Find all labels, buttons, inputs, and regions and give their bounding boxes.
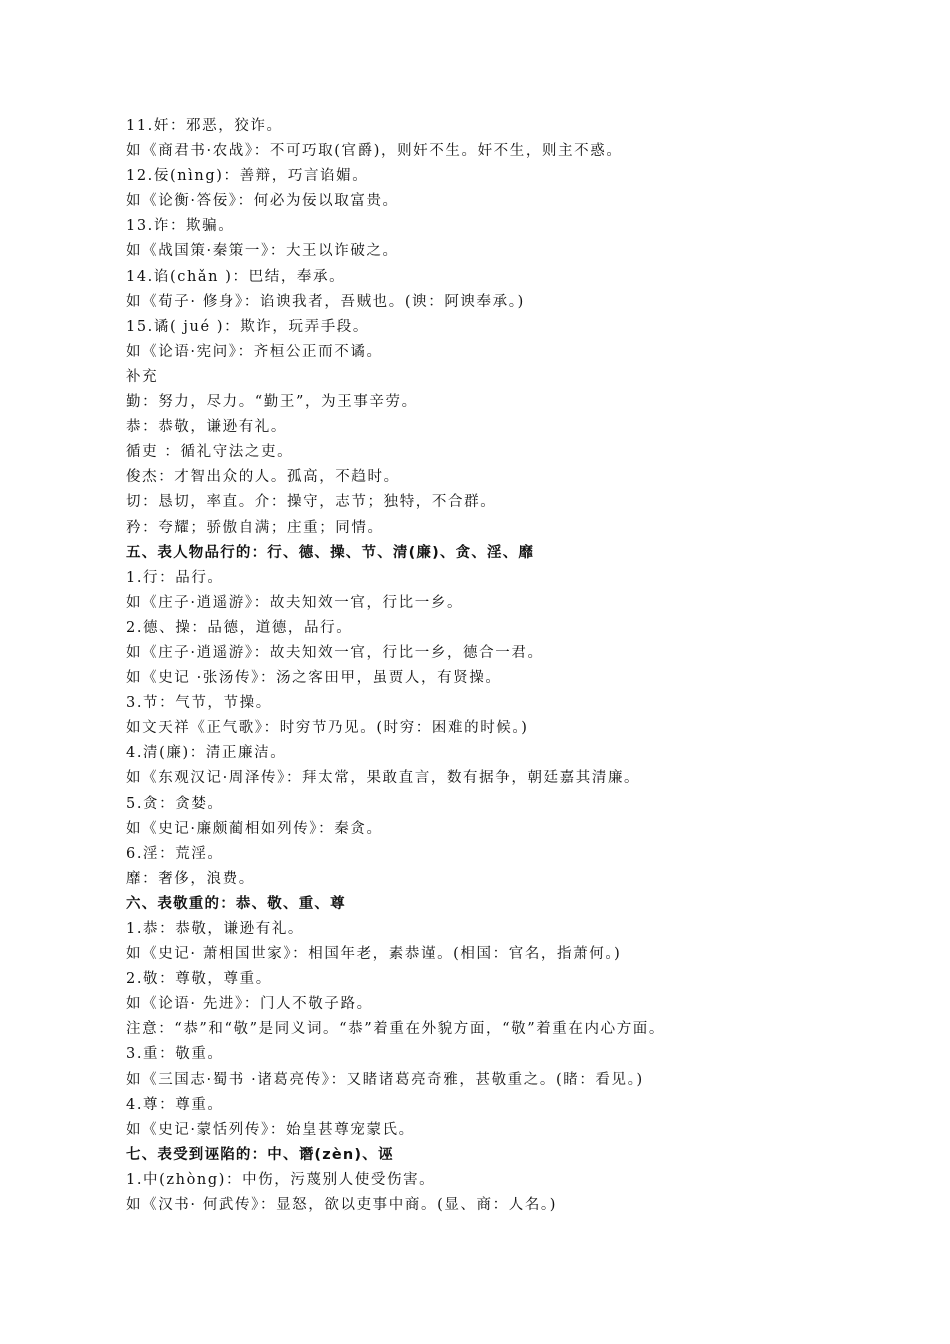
text-line: 2.德、操：品德，道德，品行。 <box>126 619 353 636</box>
text-line: 如《史记·蒙恬列传》：始皇甚尊宠蒙氏。 <box>126 1121 415 1138</box>
text-line: 12.佞(nìng)：善辩，巧言谄媚。 <box>126 168 369 185</box>
text-line: 如《论衡·答佞》：何必为佞以取富贵。 <box>126 193 399 210</box>
section-heading: 七、表受到诬陷的：中、谮(zèn)、诬 <box>126 1146 394 1163</box>
section-heading: 五、表人物品行的：行、德、操、节、清(廉)、贪、淫、靡 <box>126 544 535 561</box>
text-line: 3.节：气节，节操。 <box>126 695 272 712</box>
document-page <box>126 114 926 1218</box>
text-line: 3.重：敬重。 <box>126 1046 224 1063</box>
text-line: 矜：夸耀；骄傲自满；庄重；同情。 <box>126 519 384 536</box>
text-line: 如《三国志·蜀书 ·诸葛亮传》：又睹诸葛亮奇雅，甚敬重之。(睹：看见。) <box>126 1071 644 1088</box>
text-line: 如《史记 ·张汤传》：汤之客田甲，虽贾人，有贤操。 <box>126 670 502 687</box>
text-line: 如《汉书· 何武传》：显怒，欲以吏事中商。(显、商：人名。) <box>126 1197 558 1214</box>
text-line: 如《战国策·秦策一》：大王以诈破之。 <box>126 243 399 260</box>
text-line: 补充 <box>126 368 159 385</box>
text-line: 11.奸：邪恶，狡诈。 <box>126 118 283 134</box>
text-line: 4.清(廉)：清正廉洁。 <box>126 745 287 762</box>
text-line: 如《庄子·逍遥游》：故夫知效一官，行比一乡，德合一君。 <box>126 644 544 661</box>
text-line: 循吏 ：循礼守法之吏。 <box>126 444 294 461</box>
text-line: 如《东观汉记·周泽传》：拜太常，果敢直言，数有据争，朝廷嘉其清廉。 <box>126 770 641 787</box>
section-heading: 六、表敬重的：恭、敬、重、尊 <box>126 895 346 912</box>
text-line: 1.恭：恭敬，谦逊有礼。 <box>126 921 305 937</box>
text-line: 切：恳切，率直。介：操守，志节；独特，不合群。 <box>126 494 497 511</box>
text-line: 1.行：品行。 <box>126 569 224 586</box>
text-line: 如《商君书·农战》：不可巧取(官爵)，则奸不生。奸不生，则主不惑。 <box>126 143 623 160</box>
text-line: 如《史记· 萧相国世家》：相国年老，素恭谨。(相国：官名，指萧何。) <box>126 946 622 963</box>
text-line: 6.淫：荒淫。 <box>126 845 224 862</box>
text-line: 勤：努力，尽力。“勤王”，为王事辛劳。 <box>126 394 418 411</box>
text-line: 如《论语·宪问》：齐桓公正而不谲。 <box>126 343 383 360</box>
text-line: 靡：奢侈，浪费。 <box>126 870 255 887</box>
text-line: 4.尊：尊重。 <box>126 1096 224 1113</box>
text-line: 如《庄子·逍遥游》：故夫知效一官，行比一乡。 <box>126 594 464 611</box>
text-line: 1.中(zhòng)：中伤，污蔑别人使受伤害。 <box>126 1171 436 1188</box>
text-line: 如《史记·廉颇蔺相如列传》：秦贪。 <box>126 820 383 837</box>
text-line: 2.敬：尊敬，尊重。 <box>126 971 272 988</box>
text-line: 15.谲( jué )：欺诈，玩弄手段。 <box>126 318 370 335</box>
text-line: 5.贪：贪婪。 <box>126 795 224 812</box>
text-line: 如《论语· 先进》：门人不敬子路。 <box>126 996 373 1013</box>
text-line: 俊杰：才智出众的人。孤高，不趋时。 <box>126 469 400 486</box>
text-line: 恭：恭敬，谦逊有礼。 <box>126 419 287 436</box>
text-line: 14.谄(chǎn )：巴结，奉承。 <box>126 268 346 285</box>
text-line: 注意：“恭”和“敬”是同义词。“恭”着重在外貌方面，“敬”着重在内心方面。 <box>126 1021 665 1038</box>
text-line: 如《荀子· 修身》：谄谀我者，吾贼也。(谀：阿谀奉承。) <box>126 293 525 310</box>
text-line: 如文天祥《正气歌》：时穷节乃见。(时穷：困难的时候。) <box>126 720 529 737</box>
text-line: 13.诈：欺骗。 <box>126 218 235 235</box>
